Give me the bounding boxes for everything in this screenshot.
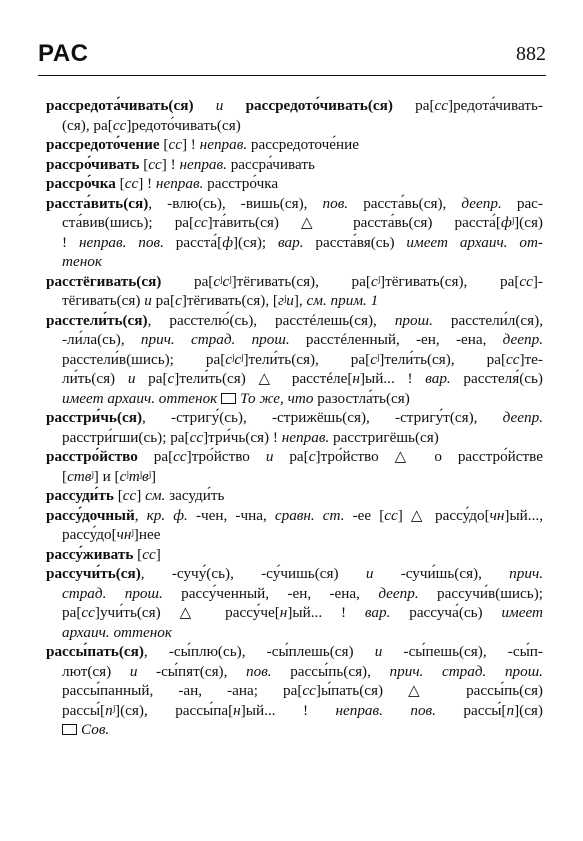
entry-line: рассро́чивать [сс] ! неправ. рассра́чивать bbox=[46, 155, 315, 173]
entry-line: тенок bbox=[62, 253, 102, 270]
entry-line: рассучи́ть(ся), -сучу́(сь), -су́чишь(ся) и -сучи́шь(ся), прич. bbox=[46, 565, 543, 582]
dictionary-entry bbox=[46, 96, 543, 135]
entry-line: страд. прош. рассу́ченный, -ен, -ена, деепр. рассучи́в(шись); bbox=[62, 584, 543, 602]
entry-line: архаич. оттенок bbox=[62, 623, 172, 641]
entry-line: расста́вить(ся), -влю(сь), -вишь(ся), пов. расста́вь(ся), деепр. рас- bbox=[46, 194, 543, 212]
entry-line: ли́ть(ся) и ра[с]тели́ть(ся) △ расстéле[н]ый... ! вар. расстеля́(сь) bbox=[62, 370, 543, 387]
page-number: 882 bbox=[516, 43, 546, 65]
dictionary-entry bbox=[46, 545, 543, 565]
dictionary-entry bbox=[46, 194, 543, 272]
entry-line: ста́вив(шись); ра[сс]та́вить(ся) △ расста́вь(ся) расста́[фʲ](ся) bbox=[62, 214, 543, 231]
dictionary-entry bbox=[46, 486, 543, 506]
entry-line: расстёгивать(ся) ра[сʲсʲ]тёгивать(ся), ра[сʲ]тёгивать(ся), ра[сс]- bbox=[46, 272, 543, 290]
entry-line: рассу́до[чнʲ]нее bbox=[62, 526, 161, 543]
entry-line: рассы́панный, -ан, -ана; ра[сс]ы́пать(ся) △ рассы́пь(ся) bbox=[62, 682, 543, 699]
entry-line: рассы́пать(ся), -сы́плю(сь), -сы́плешь(ся) и -сы́пешь(ся), -сы́п- bbox=[46, 643, 543, 660]
entry-line: имеет архаич. оттенок То же, что разостла́ть(ся) bbox=[62, 389, 410, 407]
entry-line: расстели́ть(ся), расстелю́(сь), расстéлешь(ся), прош. расстели́л(ся), bbox=[46, 311, 543, 329]
entry-line: [ствʲ] и [сʲтʲвʲ] bbox=[62, 467, 157, 485]
entry-line: лют(ся) и -сы́пят(ся), пов. рассы́пь(ся), прич. страд. прош. bbox=[62, 662, 543, 680]
entry-line: -ли́ла(сь), прич. страд. прош. расстéленный, -ен, -ена, деепр. bbox=[62, 331, 543, 348]
entry-line: рассы́[пʲ](ся), рассы́па[н]ый... ! неправ. пов. рассы́[п](ся) bbox=[62, 701, 543, 719]
entry-line: тёгивать(ся) и ра[с]тёгивать(ся), [гʲи], см. прим. 1 bbox=[62, 292, 379, 309]
entries-column bbox=[46, 96, 543, 740]
entry-line: рассредота́чивать(ся) и рассредото́чивать(ся) ра[сс]редота́чивать- bbox=[46, 97, 543, 114]
dictionary-entry bbox=[46, 155, 543, 175]
dictionary-entry bbox=[46, 506, 543, 545]
header-rule bbox=[38, 75, 546, 76]
entry-line: расстро́йство ра[сс]тро́йство и ра[с]тро́йство △ о расстро́йстве bbox=[46, 448, 543, 465]
entry-line: рассуди́ть [сс] см. засуди́ть bbox=[46, 487, 225, 504]
dictionary-entry bbox=[46, 642, 543, 740]
dictionary-entry bbox=[46, 564, 543, 642]
entry-line: расстри́гши(сь); ра[сс]три́чь(ся) ! неправ. расстригёшь(ся) bbox=[62, 428, 439, 446]
dictionary-entry bbox=[46, 174, 543, 194]
dictionary-entry bbox=[46, 311, 543, 409]
header-word: РАС bbox=[38, 40, 89, 67]
entry-line: расстри́чь(ся), -стригу́(сь), -стрижёшь(ся), -стригу́т(ся), деепр. bbox=[46, 409, 543, 426]
entry-line: ! неправ. пов. расста́[ф](ся); вар. расста́вя(сь) имеет архаич. от- bbox=[62, 233, 543, 251]
entry-line: рассу́дочный, кр. ф. -чен, -чна, сравн. ст. -ее [сс] △ рассу́до[чн]ый..., bbox=[46, 506, 543, 524]
dictionary-entry bbox=[46, 272, 543, 311]
entry-line: рассро́чка [сс] ! неправ. расстро́чка bbox=[46, 175, 279, 192]
page-header bbox=[38, 40, 546, 74]
entry-line: рассредото́чение [сс] ! неправ. рассредоточе́ние bbox=[46, 136, 360, 153]
dictionary-entry bbox=[46, 408, 543, 447]
dictionary-entry bbox=[46, 135, 543, 155]
entry-line: (ся), ра[сс]редото́чивать(ся) bbox=[62, 116, 241, 134]
entry-line: рассу́живать [сс] bbox=[46, 545, 161, 563]
dictionary-entry bbox=[46, 447, 543, 486]
entry-line: Сов. bbox=[46, 720, 543, 740]
entry-line: расстели́в(шись); ра[сʲсʲ]тели́ть(ся), ра[сʲ]тели́ть(ся), ра[сс]те- bbox=[62, 350, 543, 368]
entry-line: ра[сс]учи́ть(ся) △ рассу́че[н]ый... ! вар. рассуча́(сь) имеет bbox=[62, 604, 543, 621]
